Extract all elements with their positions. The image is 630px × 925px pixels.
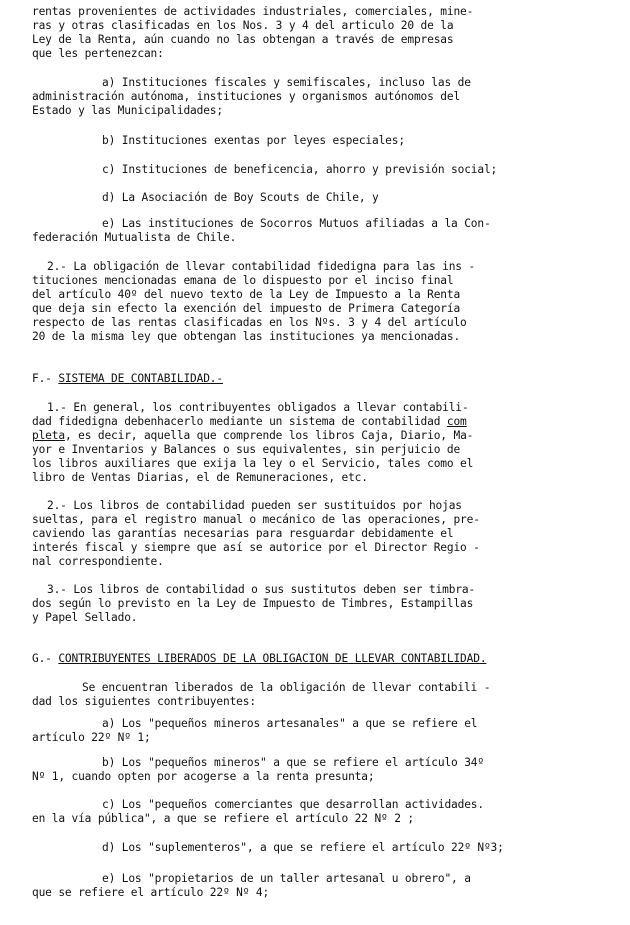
f1-line-2 (32, 415, 467, 429)
point2-line-4: que deja sin efecto la exención del impuesto de Primera Categoría (32, 302, 461, 315)
g-item-c-line-2: en la vía pública", a que se refiere el artículo 22 Nº 2 ; (32, 812, 414, 825)
g-item-e-line-2: que se refiere el artículo 22º Nº 4; (32, 886, 270, 899)
list-item-a-line-1: a) Instituciones fiscales y semifiscales, incluso las de (102, 76, 471, 89)
f2-line-4: interés fiscal y siempre que así se autorice por el Director Regio - (32, 541, 480, 554)
f1-line-5: los libros auxiliares que exija la ley o el Servicio, tales como el (32, 457, 474, 470)
g-item-b-line-2: Nº 1, cuando opten por acogerse a la renta presunta; (32, 770, 375, 783)
f3-line-3: y Papel Sellado. (32, 611, 138, 624)
g-item-e-line-1: e) Los "propietarios de un taller artesanal u obrero", a (102, 872, 471, 885)
section-g-prefix: G.- (32, 652, 59, 665)
g-item-d: d) Los "suplementeros", a que se refiere el artículo 22º Nº3; (102, 841, 504, 854)
f1-line-4: yor e Inventarios y Balances o sus equivalentes, sin perjuicio de (32, 443, 461, 456)
section-f-title: SISTEMA DE CONTABILIDAD.- (58, 372, 223, 385)
section-f-prefix: F.- (32, 372, 59, 385)
section-g-title: CONTRIBUYENTES LIBERADOS DE LA OBLIGACION DE LLEVAR CONTABILIDAD. (58, 652, 487, 665)
f3-line-2: dos según lo previsto en la Ley de Impuesto de Timbres, Estampillas (32, 597, 474, 610)
list-item-b: b) Instituciones exentas por leyes especiales; (102, 134, 405, 147)
f2-line-1: 2.- Los libros de contabilidad pueden ser sustituidos por hojas (47, 499, 462, 512)
section-g-heading (32, 652, 486, 666)
g-item-a-line-2: artículo 22º Nº 1; (32, 731, 151, 744)
list-item-a-line-2: administración autónoma, instituciones y organismos autónomos del (32, 90, 461, 103)
f2-line-2: sueltas, para el registro manual o mecánico de las operaciones, pre- (32, 513, 480, 526)
f2-line-3: caviendo las garantías necesarias para resguardar debidamente el (32, 527, 454, 540)
f1-line-3-underlined: pleta (32, 429, 65, 442)
f3-line-1: 3.- Los libros de contabilidad o sus sustitutos deben ser timbra- (47, 583, 476, 596)
list-item-d: d) La Asociación de Boy Scouts de Chile, y (102, 191, 379, 204)
f1-line-1: 1.- En general, los contribuyentes obligados a llevar contabili- (47, 401, 469, 414)
f2-line-5: nal correspondiente. (32, 555, 164, 568)
f1-line-3 (32, 429, 473, 443)
list-item-c: c) Instituciones de beneficencia, ahorro y previsión social; (102, 163, 498, 176)
intro-line-4: que les pertenezcan: (32, 47, 164, 60)
point2-line-5: respecto de las rentas clasificadas en los Nºs. 3 y 4 del artículo (32, 316, 467, 329)
section-f-heading (32, 372, 223, 386)
g-intro-line-2: dad los siguientes contribuyentes: (32, 695, 256, 708)
point2-line-3: del artículo 40º del nuevo texto de la Ley de Impuesto a la Renta (32, 288, 461, 301)
f1-line-2-underlined: com (446, 415, 467, 428)
point2-line-6: 20 de la misma ley que obtengan las instituciones ya mencionadas. (32, 330, 461, 343)
f1-line-3-text: , es decir, aquella que comprende los libros Caja, Diario, Ma- (64, 429, 474, 442)
intro-line-1: rentas provenientes de actividades industriales, comerciales, mine- (32, 5, 474, 18)
f1-line-2-text: dad fidedigna debenhacerlo mediante un sistema de contabilidad (32, 415, 447, 428)
list-item-e-line-1: e) Las instituciones de Socorros Mutuos afiliadas a la Con- (102, 217, 491, 230)
point2-line-1: 2.- La obligación de llevar contabilidad fidedigna para las ins - (47, 260, 476, 273)
intro-line-3: Ley de la Renta, aún cuando no las obtengan a través de empresas (32, 33, 454, 46)
intro-line-2: ras y otras clasificadas en los Nos. 3 y 4 del articulo 20 de la (32, 19, 454, 32)
g-item-a-line-1: a) Los "pequeños mineros artesanales" a que se refiere el (102, 717, 478, 730)
g-intro-line-1: Se encuentran liberados de la obligación de llevar contabili - (82, 681, 491, 694)
point2-line-2: tituciones mencionadas emana de lo dispuesto por el inciso final (32, 274, 454, 287)
list-item-e-line-2: federación Mutualista de Chile. (32, 231, 237, 244)
g-item-c-line-1: c) Los "pequeños comerciantes que desarrollan actividades. (102, 798, 484, 811)
f1-line-6: libro de Ventas Diarias, el de Remuneraciones, etc. (32, 471, 368, 484)
g-item-b-line-1: b) Los "pequeños mineros" a que se refiere el artículo 34º (102, 756, 484, 769)
list-item-a-line-3: Estado y las Municipalidades; (32, 104, 223, 117)
